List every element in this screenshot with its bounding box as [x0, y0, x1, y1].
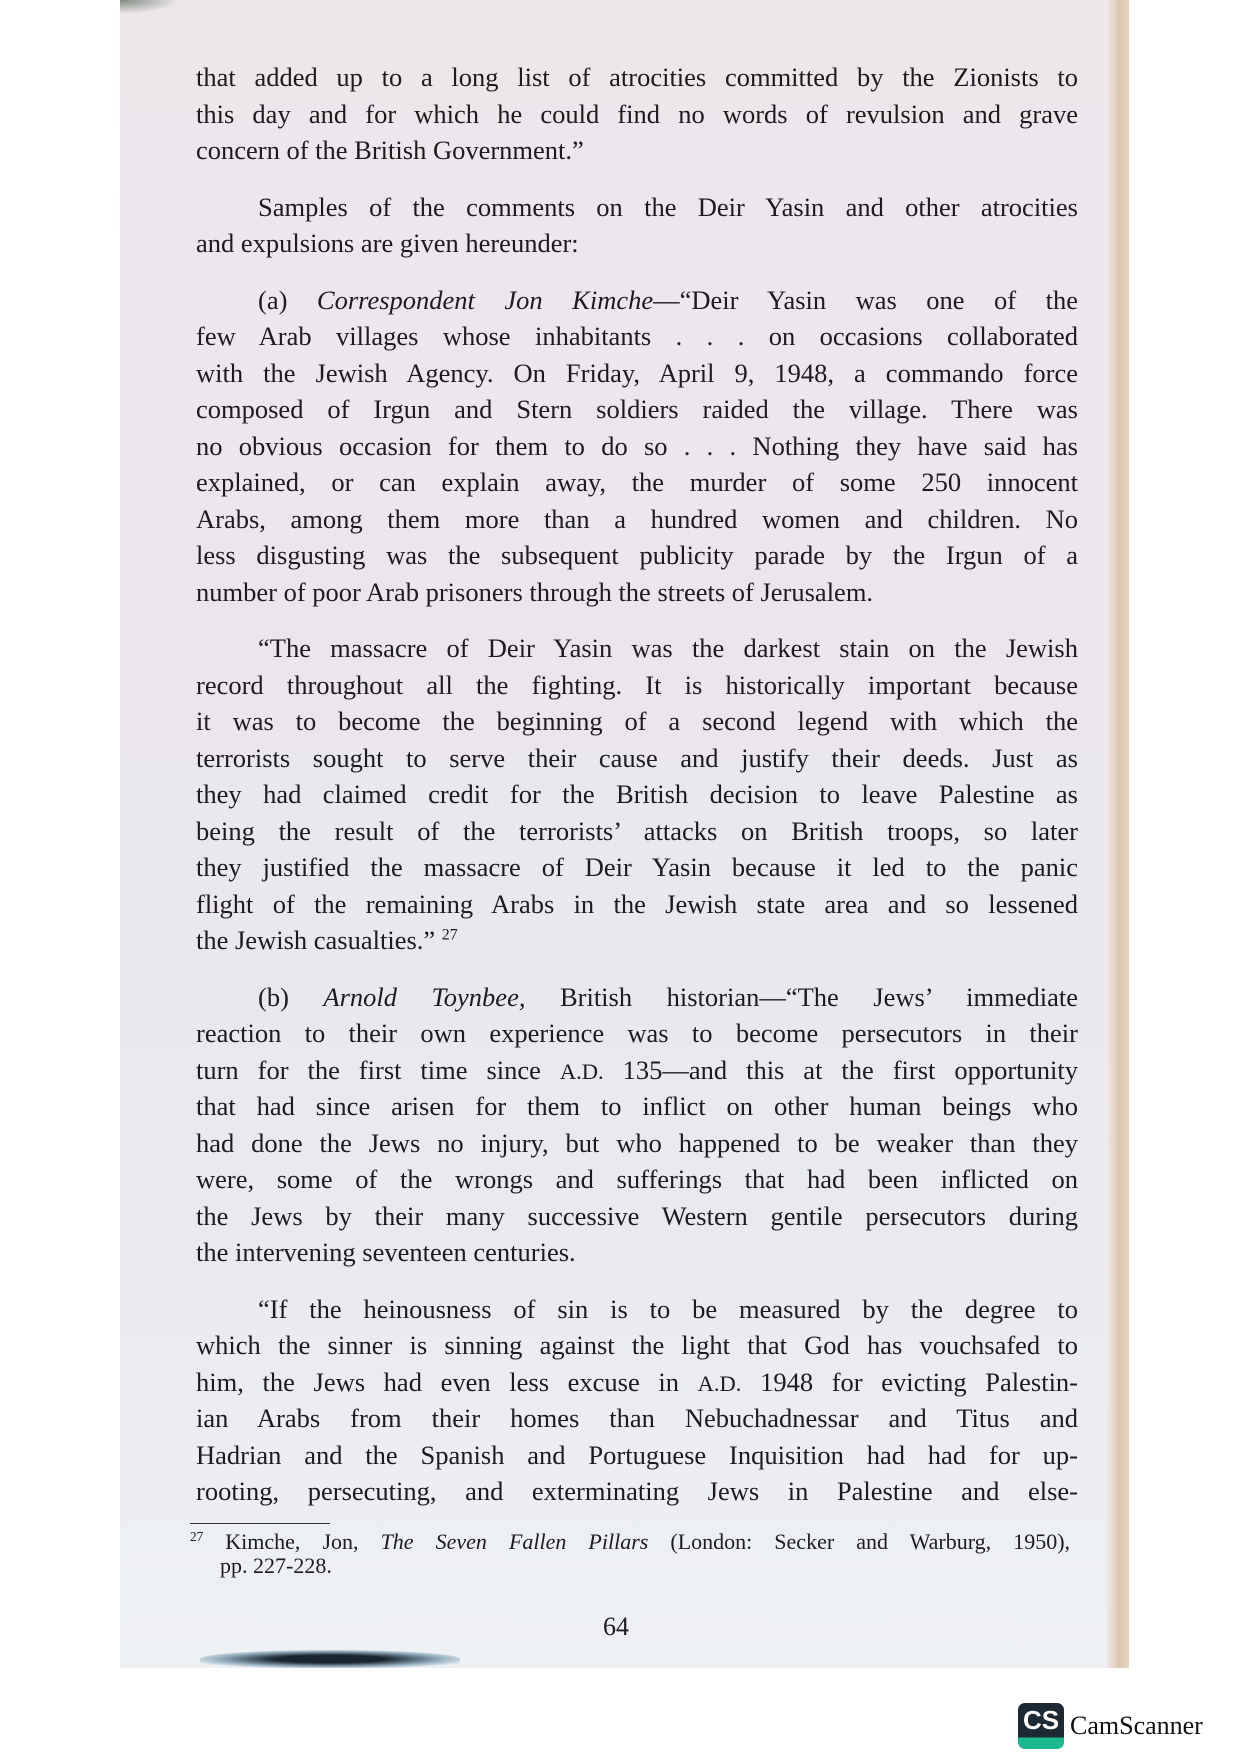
footnote-line — [190, 1530, 1070, 1554]
paragraph — [196, 1291, 1078, 1510]
camscanner-watermark — [1018, 1703, 1203, 1749]
footnote-rule — [190, 1523, 330, 1524]
text-line: explained, or can explain away, the murder of some 250 innocent — [196, 467, 1078, 497]
text-line: this day and for which he could find no words of revulsion and grave — [196, 98, 1078, 129]
text-segment: (a) — [258, 284, 317, 315]
text-line: the intervening seventeen centuries. — [196, 1237, 576, 1267]
text-line: and expulsions are given hereunder: — [196, 228, 579, 258]
footnote-ref: 27 — [441, 926, 458, 944]
text-segment: British historian—“The Jews’ immediate — [525, 981, 1078, 1012]
paragraph — [196, 189, 1078, 262]
text-segment: 1948 for evicting Palestin- — [741, 1366, 1079, 1397]
footnote — [190, 1530, 1070, 1578]
text-line: no obvious occasion for them to do so . . . Nothing they have said has — [196, 430, 1078, 461]
text-line: few Arab villages whose inhabitants . . . on occasions collaborated — [196, 321, 1078, 351]
text-line: which the sinner is sinning against the light that God has vouchsafed to — [196, 1330, 1078, 1360]
text-line: rooting, persecuting, and exterminating Jews in Palestine and else- — [196, 1476, 1078, 1506]
text-line: with the Jewish Agency. On Friday, April 9, 1948, a commando force — [196, 357, 1078, 388]
page-number: 64 — [603, 1612, 629, 1641]
text-line — [196, 922, 1078, 959]
footnote-number: 27 — [190, 1529, 204, 1545]
camscanner-logo-icon: CS — [1018, 1703, 1064, 1749]
italic-text: Correspondent Jon Kimche — [316, 284, 654, 315]
text-line: number of poor Arab prisoners through the streets of Jerusalem. — [196, 576, 874, 607]
scan-shadow — [120, 0, 180, 14]
body-text — [196, 59, 1078, 1510]
paragraph — [196, 979, 1078, 1271]
text-line: record throughout all the fighting. It is historically important because — [196, 669, 1078, 700]
text-line: the Jews by their many successive Western gentile persecutors during — [196, 1200, 1078, 1231]
italic-text: Arnold Toynbee, — [323, 981, 526, 1012]
small-caps-text: A.D. — [559, 1058, 604, 1084]
text-segment: (b) — [258, 981, 324, 1012]
text-line: Arabs, among them more than a hundred women and children. No — [196, 503, 1078, 534]
paragraph — [196, 282, 1078, 611]
text-line: terrorists sought to serve their cause and justify their deeds. Just as — [196, 742, 1078, 773]
text-line: were, some of the wrongs and sufferings that had been inflicted on — [196, 1164, 1078, 1194]
text-line: “If the heinousness of sin is to be measured by the degree to — [258, 1293, 1078, 1324]
text-line: had done the Jews no injury, but who happened to be weaker than they — [196, 1127, 1078, 1158]
camscanner-name: CamScanner — [1070, 1711, 1203, 1740]
footnote-title: The Seven Fallen Pillars — [380, 1529, 649, 1554]
text-line — [196, 282, 1078, 319]
text-line: it was to become the beginning of a second legend with which the — [196, 706, 1078, 736]
text-line — [196, 1364, 1078, 1401]
text-line: Samples of the comments on the Deir Yasin and other atrocities — [258, 191, 1078, 222]
text-segment: —“Deir Yasin was one of the — [653, 284, 1078, 315]
paragraph — [196, 630, 1078, 959]
text-line: they had claimed credit for the British decision to leave Palestine as — [196, 779, 1078, 809]
text-line: composed of Irgun and Stern soldiers raided the village. There was — [196, 394, 1078, 424]
text-line — [196, 979, 1078, 1016]
text-line — [196, 1052, 1078, 1089]
text-line: “The massacre of Deir Yasin was the darkest stain on the Jewish — [258, 633, 1078, 663]
text-line: that had since arisen for them to inflict on other human beings who — [196, 1091, 1078, 1121]
text-line: they justified the massacre of Deir Yasin because it led to the panic — [196, 852, 1078, 882]
text-line: flight of the remaining Arabs in the Jewish state area and so lessened — [196, 888, 1078, 919]
text-segment: 135—and this at the first opportunity — [603, 1054, 1079, 1085]
footnote-author: Kimche, Jon, — [225, 1529, 381, 1554]
finger-shadow — [200, 1650, 460, 1668]
small-caps-text: A.D. — [697, 1370, 742, 1396]
paragraph — [196, 59, 1078, 169]
footnote-publisher: (London: Secker and Warburg, 1950), — [648, 1529, 1071, 1554]
text-segment: him, the Jews had even less excuse in — [196, 1366, 698, 1397]
text-line: concern of the British Government.” — [196, 135, 584, 165]
text-line: reaction to their own experience was to become persecutors in their — [196, 1018, 1078, 1048]
text-line: less disgusting was the subsequent publicity parade by the Irgun of a — [196, 540, 1078, 570]
text-line: ian Arabs from their homes than Nebuchadnessar and Titus and — [196, 1403, 1078, 1433]
text-line: being the result of the terrorists’ attacks on British troops, so later — [196, 815, 1078, 846]
page-edge — [1105, 0, 1129, 1668]
text-segment: turn for the first time since — [196, 1054, 560, 1085]
text-line: Hadrian and the Spanish and Portuguese Inquisition had had for up- — [196, 1439, 1078, 1470]
text-segment: the Jewish casualties.” — [196, 925, 442, 955]
footnote-pages: pp. 227-228. — [220, 1553, 332, 1578]
text-line: that added up to a long list of atrocities committed by the Zionists to — [196, 62, 1078, 92]
